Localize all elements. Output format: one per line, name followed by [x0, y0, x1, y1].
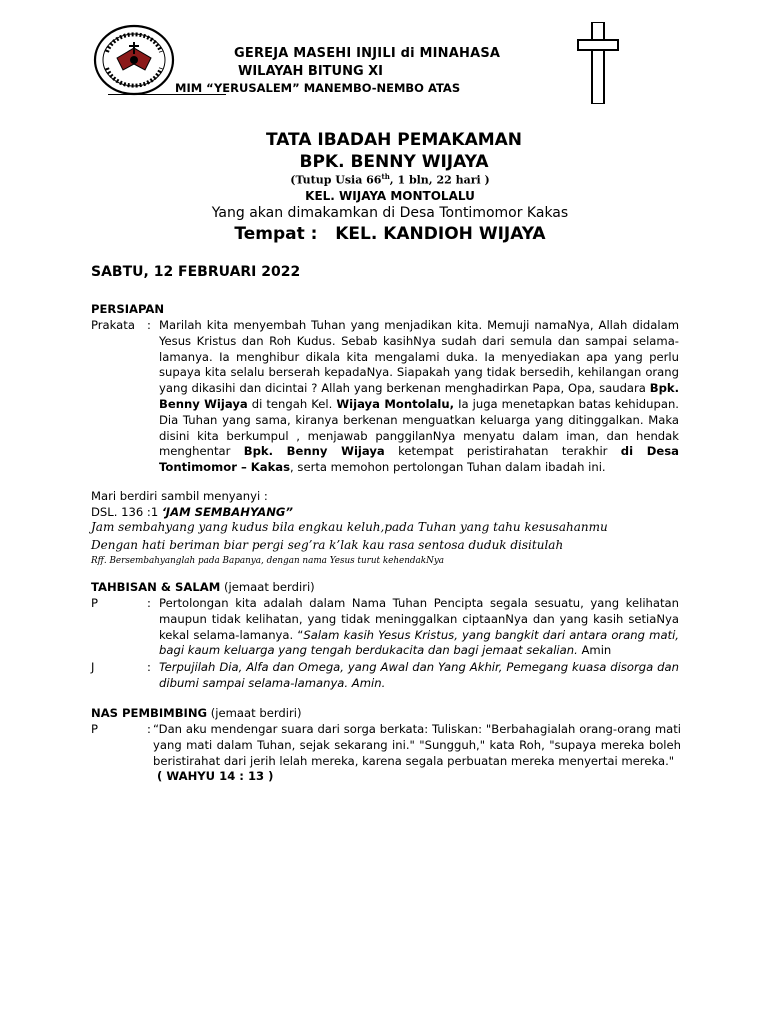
header-rule [108, 94, 226, 95]
service-date: SABTU, 12 FEBRUARI 2022 [91, 264, 301, 280]
prakata-colon: : [147, 318, 151, 332]
section-heading-tahbisan: TAHBISAN & SALAM (jemaat berdiri) [91, 580, 315, 594]
tahbisan-p-colon: : [147, 596, 151, 610]
tahbisan-j-text: Terpujilah Dia, Alfa dan Omega, yang Awal dan Yang Akhir, Pemegang kuasa disorga dan dibumi sampai selama-lamanya. Amin. [159, 660, 679, 690]
burial-location: Yang akan dimakamkan di Desa Tontimomor Kakas [211, 205, 569, 221]
age-info: (Tutup Usia 66th, 1 bln, 22 hari ) [290, 172, 490, 187]
section-heading-persiapan: PERSIAPAN [91, 302, 165, 316]
section-heading-nas: NAS PEMBIMBING (jemaat berdiri) [91, 706, 302, 720]
speaker-label-j: J [91, 660, 95, 674]
congregation-name: MIM “YERUSALEM” MANEMBO-NEMBO ATAS [175, 81, 461, 95]
tahbisan-j-colon: : [147, 660, 151, 674]
church-logo [93, 24, 175, 96]
tahbisan-p-text: Pertolongan kita adalah dalam Nama Tuhan Pencipta segala sesuatu, yang kelihatan maupun tidak kelihatan, yang tidak meninggalkan ciptaanNya dan yang kasih setiaNya kekal selama-lamanya. “Salam kasih Yesus Kristus, yang bangkit dari antara orang mati, bagi kaum keluarga yang tengah berdukacita dan bagi jemaat sekalian. Amin [159, 596, 679, 658]
service-place: Tempat : KEL. KANDIOH WIJAYA [234, 224, 546, 244]
speaker-label-p: P [91, 722, 98, 736]
speaker-label-p: P [91, 596, 98, 610]
hymn-intro: Mari berdiri sambil menyanyi : [91, 489, 268, 503]
church-name: GEREJA MASEHI INJILI di MINAHASA [234, 46, 501, 61]
prakata-text: Marilah kita menyembah Tuhan yang menjadikan kita. Memuji namaNya, Allah didalam Yesus Kristus dan Roh Kudus. Sebab kasihNya sudah dari semula dan sampai selama-lamanya. Ia menghibur dikala kita mengalami duka. Ia menyediakan apa yang perlu supaya kita selalu berserah kepadaNya. Siapakah yang tidak bersedih, kehilangan orang yang dikasihi dan dicintai ? Allah yang berkenan menghadirkan Papa, Opa, saudara Bpk. Benny Wijaya di tengah Kel. Wijaya Montolalu, Ia juga menetapkan batas kehidupan. Dia Tuhan yang sama, kiranya berkenan menguatkan keluarga yang ditinggalkan. Maka disini kita berkumpul , menjawab panggilanNya menyatu dalam iman, dan hendak menghentar Bpk. Benny Wijaya ketempat peristirahatan terakhir di Desa Tontimomor – Kakas, serta memohon pertolongan Tuhan dalam ibadah ini. [159, 318, 679, 475]
cross-icon [576, 22, 620, 104]
hymn-refrain: Rff. Bersembahyanglah pada Bapanya, dengan nama Yesus turut kehendakNya [91, 556, 445, 566]
hymn-reference: DSL. 136 :1 ‘JAM SEMBAHYANG” [91, 505, 293, 519]
prakata-label: Prakata [91, 318, 135, 332]
hymn-line-1: Jam sembahyang yang kudus bila engkau keluh,pada Tuhan yang tahu kesusahanmu [91, 520, 608, 534]
nas-p-colon: : [147, 722, 151, 736]
church-region: WILAYAH BITUNG XI [238, 64, 384, 79]
hymn-line-2: Dengan hati beriman biar pergi seg’ra k’lak kau rasa sentosa duduk disitulah [91, 538, 564, 552]
deceased-name: BPK. BENNY WIJAYA [299, 152, 489, 172]
service-title: TATA IBADAH PEMAKAMAN [265, 130, 523, 150]
family-name: KEL. WIJAYA MONTOLALU [305, 189, 475, 203]
nas-p-text: “Dan aku mendengar suara dari sorga berkata: Tuliskan: "Berbahagialah orang-orang mati yang mati dalam Tuhan, sejak sekarang ini." "Sungguh," kata Roh, "supaya mereka boleh beristirahat dari jerih lelah mereka, karena segala perbuatan mereka menyertai mereka." ( WAHYU 14 : 13 ) [153, 722, 681, 784]
